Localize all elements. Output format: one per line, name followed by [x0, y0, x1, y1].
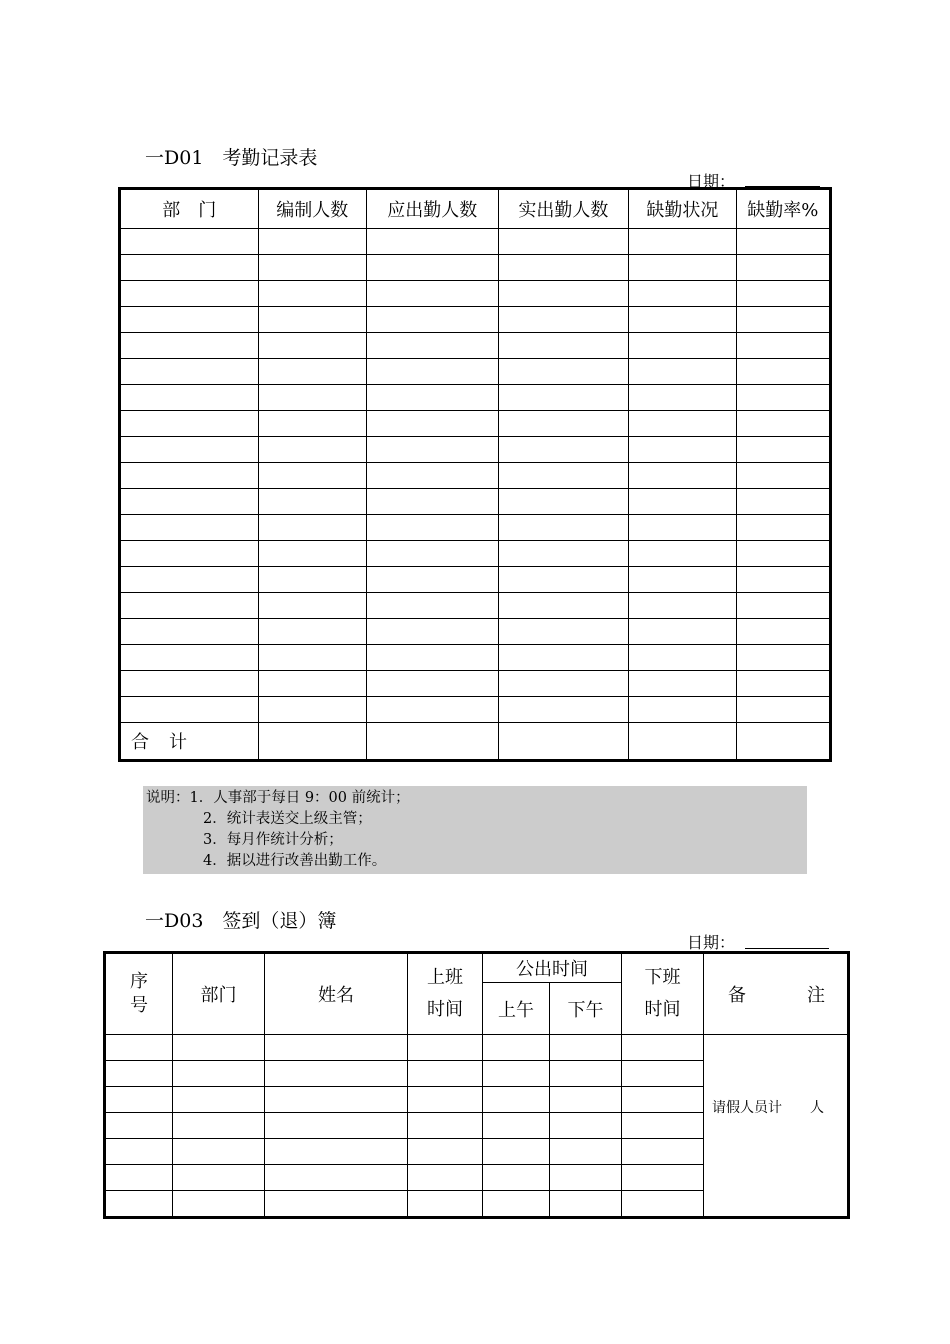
table-cell[interactable]	[629, 411, 736, 437]
table-cell[interactable]	[736, 463, 830, 489]
remark-cell[interactable]	[704, 1035, 849, 1218]
table-cell[interactable]	[736, 385, 830, 411]
table-cell[interactable]	[498, 255, 629, 281]
table-cell[interactable]	[173, 1165, 265, 1191]
table-cell[interactable]	[550, 1191, 622, 1218]
table-cell[interactable]	[498, 307, 629, 333]
table-cell[interactable]	[258, 515, 366, 541]
table-cell[interactable]	[629, 671, 736, 697]
table-cell[interactable]	[629, 437, 736, 463]
table-cell[interactable]	[622, 1113, 704, 1139]
notes-box	[143, 786, 807, 874]
table-cell[interactable]	[629, 333, 736, 359]
table-cell[interactable]	[173, 1061, 265, 1087]
table-cell[interactable]	[483, 1165, 550, 1191]
header-clock-out-top: 下班	[644, 967, 681, 988]
table-cell[interactable]	[736, 619, 830, 645]
table-cell[interactable]	[173, 1035, 265, 1061]
table-cell[interactable]	[622, 1139, 704, 1165]
table-cell[interactable]	[629, 307, 736, 333]
table-cell[interactable]	[736, 671, 830, 697]
table-cell[interactable]	[622, 1087, 704, 1113]
header-expected-attendance: 应出勤人数	[367, 189, 499, 229]
header-name: 姓名	[265, 953, 408, 1035]
table-cell[interactable]	[736, 567, 830, 593]
table-row	[120, 359, 831, 385]
table-cell[interactable]	[629, 385, 736, 411]
table-cell[interactable]	[258, 697, 366, 723]
table-cell[interactable]	[483, 1191, 550, 1218]
leave-count-label: 请假人员计	[712, 1100, 782, 1116]
table-cell[interactable]	[498, 437, 629, 463]
table-cell[interactable]	[629, 515, 736, 541]
table-cell[interactable]	[367, 645, 499, 671]
table-row	[120, 411, 831, 437]
table-row	[120, 593, 831, 619]
table-cell[interactable]	[258, 463, 366, 489]
header-remark-right: 注	[807, 985, 825, 1006]
table-cell[interactable]	[367, 333, 499, 359]
attendance-record-table	[118, 187, 832, 762]
table-cell[interactable]	[498, 671, 629, 697]
table-cell[interactable]	[367, 463, 499, 489]
table-cell[interactable]	[498, 385, 629, 411]
table-cell[interactable]	[367, 697, 499, 723]
table-cell[interactable]	[105, 1139, 173, 1165]
table-cell[interactable]	[629, 489, 736, 515]
table-cell[interactable]	[629, 359, 736, 385]
table-cell[interactable]	[258, 333, 366, 359]
table-row	[120, 619, 831, 645]
table-cell[interactable]	[550, 1165, 622, 1191]
table-cell[interactable]	[498, 645, 629, 671]
table-cell[interactable]	[367, 671, 499, 697]
table-cell[interactable]	[265, 1035, 408, 1061]
table-cell[interactable]	[622, 1035, 704, 1061]
table-cell[interactable]	[736, 541, 830, 567]
header-actual-attendance: 实出勤人数	[498, 189, 629, 229]
header-clock-in-top: 上班	[427, 967, 463, 988]
table-cell[interactable]	[736, 697, 830, 723]
table-row	[120, 385, 831, 411]
table-cell[interactable]	[367, 541, 499, 567]
header-seq-bottom: 号	[130, 995, 148, 1016]
table-cell[interactable]	[265, 1113, 408, 1139]
table-cell[interactable]	[736, 645, 830, 671]
table-cell[interactable]	[629, 645, 736, 671]
table-cell[interactable]	[736, 281, 830, 307]
table-cell[interactable]	[629, 255, 736, 281]
table-cell[interactable]	[173, 1113, 265, 1139]
table-cell[interactable]	[736, 411, 830, 437]
table-row	[120, 463, 831, 489]
leave-count-unit: 人	[810, 1100, 824, 1116]
table-cell[interactable]	[258, 645, 366, 671]
note-line: 2．统计表送交上级主管；	[203, 811, 372, 827]
header-absence-status: 缺勤状况	[629, 189, 736, 229]
table-cell[interactable]	[120, 463, 259, 489]
table-cell[interactable]	[498, 229, 629, 255]
table-cell[interactable]	[258, 437, 366, 463]
total-cell[interactable]	[736, 723, 830, 761]
table-row	[120, 437, 831, 463]
table-cell[interactable]	[367, 255, 499, 281]
table-cell[interactable]	[367, 229, 499, 255]
table-cell[interactable]	[736, 307, 830, 333]
header-remark-left: 备	[728, 985, 746, 1006]
table-cell[interactable]	[550, 1035, 622, 1061]
table-cell[interactable]	[498, 697, 629, 723]
table-cell[interactable]	[367, 619, 499, 645]
table-cell[interactable]	[629, 697, 736, 723]
table-cell[interactable]	[498, 411, 629, 437]
table-cell[interactable]	[258, 307, 366, 333]
note-line: 3．每月作统计分析；	[203, 832, 343, 848]
table-cell[interactable]	[498, 281, 629, 307]
table-cell[interactable]	[629, 619, 736, 645]
table-cell[interactable]	[550, 1139, 622, 1165]
table-cell[interactable]	[120, 619, 259, 645]
table-cell[interactable]	[258, 229, 366, 255]
table-cell[interactable]	[483, 1035, 550, 1061]
table-cell[interactable]	[736, 359, 830, 385]
table-cell[interactable]	[105, 1113, 173, 1139]
table-cell[interactable]	[105, 1087, 173, 1113]
table-row	[120, 333, 831, 359]
table-cell[interactable]	[265, 1139, 408, 1165]
table-cell[interactable]	[367, 437, 499, 463]
table-cell[interactable]	[498, 359, 629, 385]
table-cell[interactable]	[550, 1113, 622, 1139]
table-cell[interactable]	[483, 1113, 550, 1139]
table-header-row	[120, 189, 831, 229]
table-cell[interactable]	[120, 255, 259, 281]
table-cell[interactable]	[120, 385, 259, 411]
table-cell[interactable]	[120, 645, 259, 671]
table-cell[interactable]	[105, 1165, 173, 1191]
table-cell[interactable]	[622, 1061, 704, 1087]
table-cell[interactable]	[120, 281, 259, 307]
form1-date-label: 日期：	[687, 172, 736, 191]
table-row	[120, 671, 831, 697]
table-cell[interactable]	[120, 541, 259, 567]
table-cell[interactable]	[367, 281, 499, 307]
table-cell[interactable]	[550, 1087, 622, 1113]
table-cell[interactable]	[367, 567, 499, 593]
table-cell[interactable]	[483, 1061, 550, 1087]
table-cell[interactable]	[498, 541, 629, 567]
header-absence-rate: 缺勤率%	[736, 189, 830, 229]
header-seq-top: 序	[130, 971, 148, 992]
table-cell[interactable]	[498, 619, 629, 645]
table-cell[interactable]	[120, 567, 259, 593]
table-cell[interactable]	[408, 1061, 483, 1087]
form2-date-label: 日期：	[687, 933, 736, 952]
table-cell[interactable]	[173, 1191, 265, 1218]
table-cell[interactable]	[120, 593, 259, 619]
table-row	[120, 567, 831, 593]
table-row	[120, 489, 831, 515]
table-cell[interactable]	[629, 229, 736, 255]
table-cell[interactable]	[367, 359, 499, 385]
table-cell[interactable]	[498, 593, 629, 619]
header-department: 部 门	[120, 189, 259, 229]
header-clock-in	[408, 953, 483, 1035]
table-cell[interactable]	[408, 1165, 483, 1191]
sign-in-out-table	[103, 951, 850, 1219]
table-cell[interactable]	[736, 593, 830, 619]
table-row	[105, 1035, 849, 1061]
table-cell[interactable]	[483, 1087, 550, 1113]
table-cell[interactable]	[265, 1165, 408, 1191]
table-cell[interactable]	[736, 229, 830, 255]
table-cell[interactable]	[736, 333, 830, 359]
total-label: 合计	[120, 723, 259, 761]
table-cell[interactable]	[498, 333, 629, 359]
total-cell[interactable]	[498, 723, 629, 761]
table-cell[interactable]	[622, 1191, 704, 1218]
table-row	[120, 697, 831, 723]
table-cell[interactable]	[367, 515, 499, 541]
table-cell[interactable]	[120, 411, 259, 437]
note-line: 说明：1．人事部于每日 9：00 前统计；	[146, 790, 410, 806]
header-out-time: 公出时间	[483, 953, 622, 983]
header-planned-staff: 编制人数	[258, 189, 366, 229]
table-cell[interactable]	[629, 541, 736, 567]
note-line: 4．据以进行改善出勤工作。	[203, 853, 387, 869]
table-cell[interactable]	[258, 567, 366, 593]
header-clock-out	[622, 953, 704, 1035]
table-cell[interactable]	[622, 1165, 704, 1191]
table-cell[interactable]	[408, 1113, 483, 1139]
table-cell[interactable]	[629, 567, 736, 593]
table-cell[interactable]	[629, 281, 736, 307]
table-row	[120, 515, 831, 541]
table-cell[interactable]	[258, 593, 366, 619]
table-row	[120, 229, 831, 255]
table-cell[interactable]	[265, 1061, 408, 1087]
table-cell[interactable]	[408, 1191, 483, 1218]
table-cell[interactable]	[258, 541, 366, 567]
table-cell[interactable]	[736, 515, 830, 541]
header-remark	[704, 953, 849, 1035]
table-row	[120, 255, 831, 281]
table-cell[interactable]	[629, 463, 736, 489]
table-cell[interactable]	[258, 619, 366, 645]
table-cell[interactable]	[367, 307, 499, 333]
table-cell[interactable]	[258, 281, 366, 307]
header-seq	[105, 953, 173, 1035]
table-header-row	[105, 953, 849, 983]
table-cell[interactable]	[498, 567, 629, 593]
form1-title: 一D01 考勤记录表	[145, 147, 318, 169]
table-cell[interactable]	[105, 1191, 173, 1218]
table-cell[interactable]	[367, 489, 499, 515]
total-cell[interactable]	[258, 723, 366, 761]
table-cell[interactable]	[120, 489, 259, 515]
total-cell[interactable]	[367, 723, 499, 761]
table-cell[interactable]	[550, 1061, 622, 1087]
table-cell[interactable]	[258, 411, 366, 437]
table-cell[interactable]	[120, 307, 259, 333]
table-cell[interactable]	[629, 593, 736, 619]
table-cell[interactable]	[258, 385, 366, 411]
table-cell[interactable]	[408, 1035, 483, 1061]
total-cell[interactable]	[629, 723, 736, 761]
table-cell[interactable]	[367, 385, 499, 411]
table-cell[interactable]	[120, 671, 259, 697]
header-dept: 部门	[173, 953, 265, 1035]
table-cell[interactable]	[736, 255, 830, 281]
table-cell[interactable]	[258, 255, 366, 281]
table-cell[interactable]	[258, 671, 366, 697]
header-clock-out-bottom: 时间	[644, 999, 681, 1020]
form2-date-field[interactable]	[745, 948, 829, 949]
table-row	[120, 645, 831, 671]
header-afternoon: 下午	[550, 983, 622, 1035]
header-clock-in-bottom: 时间	[427, 999, 463, 1020]
table-cell[interactable]	[105, 1061, 173, 1087]
table-cell[interactable]	[408, 1087, 483, 1113]
form2-title: 一D03 签到（退）簿	[145, 910, 337, 932]
table-row	[120, 307, 831, 333]
table-cell[interactable]	[120, 515, 259, 541]
table-cell[interactable]	[120, 359, 259, 385]
table-cell[interactable]	[120, 229, 259, 255]
table-cell[interactable]	[408, 1139, 483, 1165]
table-cell[interactable]	[120, 697, 259, 723]
table-cell[interactable]	[120, 333, 259, 359]
table-cell[interactable]	[498, 515, 629, 541]
table-cell[interactable]	[736, 489, 830, 515]
table-cell[interactable]	[265, 1087, 408, 1113]
total-row	[120, 723, 831, 761]
table-cell[interactable]	[367, 411, 499, 437]
table-cell[interactable]	[173, 1139, 265, 1165]
table-cell[interactable]	[258, 359, 366, 385]
table-cell[interactable]	[258, 489, 366, 515]
table-cell[interactable]	[367, 593, 499, 619]
table-cell[interactable]	[498, 489, 629, 515]
table-cell[interactable]	[498, 463, 629, 489]
table-cell[interactable]	[265, 1191, 408, 1218]
table-cell[interactable]	[120, 437, 259, 463]
table-cell[interactable]	[736, 437, 830, 463]
table-cell[interactable]	[105, 1035, 173, 1061]
table-cell[interactable]	[483, 1139, 550, 1165]
header-morning: 上午	[483, 983, 550, 1035]
table-row	[120, 541, 831, 567]
table-cell[interactable]	[173, 1087, 265, 1113]
table-row	[120, 281, 831, 307]
